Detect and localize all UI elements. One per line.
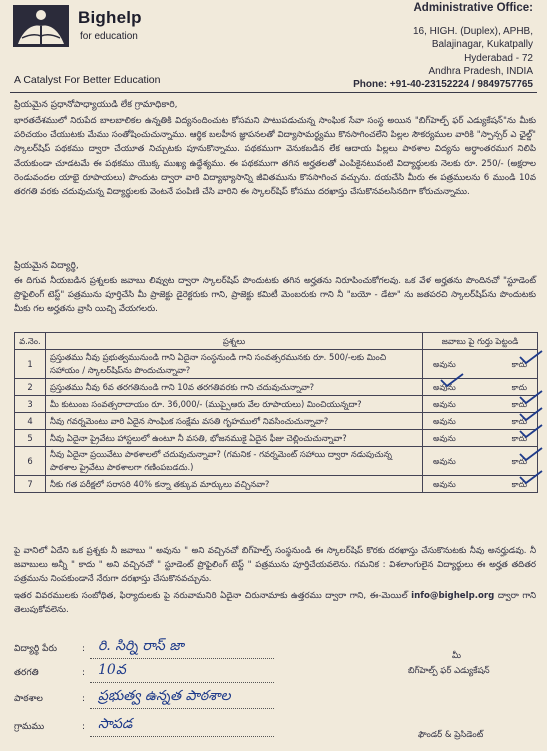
- table-row: [15, 447, 538, 476]
- field-label: తరగతి: [14, 668, 39, 678]
- option-yes[interactable]: [433, 432, 456, 445]
- student-name-field[interactable]: [14, 640, 274, 660]
- option-label: అవును: [433, 433, 456, 443]
- field-underline: [90, 708, 274, 709]
- table-row: [15, 379, 538, 396]
- option-label: కాదు: [511, 416, 527, 426]
- option-yes[interactable]: [433, 398, 456, 411]
- question-text: మీ కుటుంబ సంవత్సరాదాయం రూ. 36,000/- (ముప్పైఆరు వేల రూపాయలు) మించియున్నదా?: [46, 396, 423, 413]
- col-number-header: వ.నెం.: [15, 333, 46, 350]
- village-field[interactable]: [14, 718, 274, 738]
- brand-subtitle: for education: [80, 31, 138, 42]
- option-no[interactable]: [512, 455, 527, 468]
- salutation: ప్రియమైన ప్రధానోపాధ్యాయుడి లేక గ్రామాధికారి,: [14, 100, 178, 110]
- field-underline: [90, 736, 274, 737]
- field-label: విద్యార్థి పేరు: [14, 644, 57, 654]
- question-text: ప్రస్తుతము నీవు 6వ తరగతినుండి గాని 10వ తరగతివరకు గాని చదువుచున్నావా?: [46, 379, 423, 396]
- signature-title: ఫౌండర్ & ప్రెసిడెంట్: [418, 730, 484, 740]
- option-label: అవును: [433, 456, 456, 466]
- option-label: అవును: [433, 399, 456, 409]
- option-label: కాదు: [511, 399, 527, 409]
- handwritten-value: సాపడ: [98, 716, 133, 732]
- col-question-header: ప్రశ్నలు: [46, 333, 423, 350]
- option-label: అవును: [433, 359, 456, 369]
- check-mark-icon: [518, 469, 544, 485]
- table-row: [15, 396, 538, 413]
- option-yes[interactable]: [433, 381, 456, 394]
- eligibility-table: [14, 332, 538, 493]
- option-label: కాదు: [511, 479, 527, 489]
- question-text: నీవు ఏదైనా ప్రైవేటు హాస్టలులో ఉంటూ నీ వసతి, భోజనముకై ఏదైన ఫీజు చెల్లించుచున్నావా?: [46, 430, 423, 447]
- option-label: కాదు: [511, 456, 527, 466]
- question-number: 3: [15, 396, 46, 413]
- brand-name: Bighelp: [78, 8, 142, 27]
- option-no[interactable]: [512, 478, 527, 491]
- option-label: అవును: [433, 416, 456, 426]
- check-mark-icon: [518, 446, 544, 462]
- answer-cell: [423, 430, 538, 447]
- field-colon: :: [82, 722, 86, 732]
- question-number: 6: [15, 447, 46, 476]
- check-mark-icon: [439, 372, 465, 388]
- header-divider: [10, 92, 537, 93]
- office-title: Administrative Office:: [413, 2, 533, 14]
- address-line: Balajinagar, Kukatpally: [431, 39, 533, 51]
- option-yes[interactable]: [433, 358, 456, 371]
- address-line: 16, HIGH. (Duplex), APHB,: [412, 26, 533, 38]
- field-colon: :: [82, 668, 86, 678]
- field-label: గ్రామము: [14, 722, 45, 732]
- option-label: అవును: [433, 479, 456, 489]
- option-yes[interactable]: [433, 455, 456, 468]
- option-no[interactable]: [512, 432, 527, 445]
- address-line: Andhra Pradesh, INDIA: [428, 65, 533, 77]
- answer-options: [427, 432, 533, 445]
- check-mark-icon: [518, 406, 544, 422]
- field-underline: [90, 658, 274, 659]
- phone-line: Phone: +91-40-23152224 / 9849757765: [353, 79, 533, 91]
- contact-suffix: ద్వారా గాని తెలుపుకోవలెను.: [14, 591, 537, 616]
- question-text: ప్రస్తుతము నీవు ప్రభుత్వమునుండి గాని ఏదైనా సంస్థనుండి గాని సంవత్సరమునకు రూ. 500/-లకు మించి సహాయం / స్కాలర్‌షిప్‌ను పొందుచున్నావా?: [46, 350, 423, 379]
- handwritten-value: రి. సిర్ని రాస్ జా: [98, 638, 184, 654]
- table-row: [15, 430, 538, 447]
- signature-greeting: మీ: [452, 651, 461, 661]
- answer-cell: [423, 476, 538, 493]
- question-text: నీవు ఏదైనా ప్రయివేటు పాఠశాలలో చదువుచున్నావా? (గమనిక - గవర్నమెంట్ సహాయి ద్వారా నడుపుచున్న పాఠశాల ప్రైవేటు పాఠశాలగా గణింపబడదు.): [46, 447, 423, 476]
- option-label: అవును: [433, 382, 456, 392]
- table-header-row: [15, 333, 538, 350]
- answer-options: [427, 358, 533, 371]
- option-yes[interactable]: [433, 415, 456, 428]
- field-colon: :: [82, 694, 86, 704]
- question-number: 2: [15, 379, 46, 396]
- field-label: పాఠశాల: [14, 694, 43, 704]
- field-underline: [90, 682, 274, 683]
- question-number: 4: [15, 413, 46, 430]
- question-number: 5: [15, 430, 46, 447]
- answer-options: [427, 478, 533, 491]
- office-address: [333, 2, 533, 91]
- handwritten-value: 10వ: [98, 662, 126, 678]
- contact-email[interactable]: info@bighelp.org: [411, 591, 495, 601]
- question-text: నీవు గవర్నమెంటు వారి ఏదైన సాంఘిక సంక్షేమ వసతి గృహములో నివసించుచున్నావా?: [46, 413, 423, 430]
- address-line: Hyderabad - 72: [464, 52, 533, 64]
- class-field[interactable]: [14, 664, 274, 684]
- field-colon: :: [82, 644, 86, 654]
- option-label: కాదు: [511, 359, 527, 369]
- check-mark-icon: [518, 423, 544, 439]
- option-no[interactable]: [512, 358, 527, 371]
- answer-options: [427, 455, 533, 468]
- table-row: [15, 476, 538, 493]
- bighelp-logo-icon: [12, 4, 70, 48]
- question-number: 7: [15, 476, 46, 493]
- col-answer-header: జవాబు పై గుర్తు పెట్టండి: [423, 333, 538, 350]
- eligibility-note: పై వానిలో ఏదేని ఒక ప్రశ్నకు నీ జవాబు " అవును " అని వచ్చినచో బిగ్‌హెల్ప్ సంస్థనుండి ఈ స్కాలర్‌షిప్ కొరకు దరఖాస్తు చేసుకొనుటకు నీవు అనర్హుడవు. నీ జవాబులు అన్నీ " కాదు " అని వచ్చినచో " స్టూడెంట్ ప్రొఫైలింగ్ టెస్ట్ " పత్రమును పూర్తిచేయవలెను. గమనిక : విశలాంగులైన విద్యార్థులు ఈ అర్హత తదితర పత్రమును నింపకుండానే నేరుగా దరఖాస్తు చేసుకొనవచ్చును.: [14, 546, 536, 585]
- instruction-paragraph: ఈ దిగువ నీయబడిన ప్రశ్నలకు జవాబు లివ్వుట ద్వారా స్కాలర్‌షిప్ పొందుటకు తగిన అర్హతను నిరూపించుకోగలవు. ఒక వేళ అర్హతను పొందినచో "స్టూడెంట్ ప్రొఫైలింగ్ టెస్ట్" పత్రమును పూర్తిచేసి మీ ప్రాజెక్టు డైరెక్టరుకు గాని, ప్రాజెక్టు కమిటీ మెంబరుకు గాని నీ "బయో - డేటా" ను జతపరచి స్కాలర్‌షిప్‌ను పొందుటకు మీకు గల అర్హతను వ్రాసి యిచ్చి వేయగలరు.: [14, 276, 536, 315]
- handwritten-value: ప్రభుత్వ ఉన్నత పాఠశాల: [98, 688, 231, 704]
- contact-text: ఇతర వివరములకు సంబోధిత, ఫిర్యాదులకు పై నరువామనిరి ఏదైనా చిరునామాకు ఉత్తరము ద్వారా గాని, ఈ-మెయిల్: [14, 591, 408, 601]
- question-number: 1: [15, 350, 46, 379]
- check-mark-icon: [518, 389, 544, 405]
- tagline: A Catalyst For Better Education: [14, 74, 161, 86]
- school-field[interactable]: [14, 690, 274, 710]
- option-yes[interactable]: [433, 478, 456, 491]
- signature-org: బిగ్‌హెల్ప్ ఫర్ ఎడ్యుకేషన్: [408, 666, 490, 676]
- option-label: కాదు: [511, 433, 527, 443]
- student-salutation: ప్రియమైన విద్యార్థి,: [14, 261, 79, 271]
- option-label: కాదు: [511, 382, 527, 392]
- intro-paragraph: భారతదేశములో నిరుపేద బాలబాలికల ఉన్నతికి విద్యనందించుట కోసమని పాటుపడుచున్న సాంఘిక సేవా సంస్థ అయిన "బిగ్‌హెల్ప్ ఫర్ ఎడ్యుకేషన్"ను మీకు పరిచయం చేయుటకు మేము సంతోషించుచున్నాము. ఆర్థిక బలహీన జ్ఞాపనలతో విద్యాసామర్థ్యము కొనసాగించలేని పిల్లల సౌకర్యముల వారికి "స్పాన్సర్ ఎ ఛైల్డ్" స్కాలర్‌షిప్ పథకము ద్వారా చేయూత నిచ్చుటకు పూనుకొన్నాము. పథకముగా వెనుకబడిన లేక ఆదాయ పిల్లలు పాఠశాల విద్యను అర్ధాంతరముగ నిలిపి వేయకుండా చూడటమే ఈ పథకము యొక్క ముఖ్య ఉద్దేశ్యము. ఈ పథకముగా తగిన అర్హతలతో ఎంపికైనటువంటి విద్యార్థులకు నెలకు రూ. 250/- (అక్షరాల రెండువందల యాభై రూపాయలు) పొందుట ద్వారా వారి విద్యాభ్యాసాన్ని జీవితమును కొనసాగించ వచ్చును. దయచేసి మీరు ఈ పత్రములను 6 ముండి 10వ తరగతి వరకు చదువుచున్న విద్యార్థులకు వెంటనే పంపిణి చేసి వారిని ఈ స్కాలర్‌షిప్ కోసము దరఖాస్తు చేసుకొనవలసినదిగా కోరుచున్నాము.: [14, 116, 536, 198]
- contact-note: [14, 589, 536, 617]
- table-row: [15, 413, 538, 430]
- question-text: నీకు గత పరీక్షలో సరాసరి 40% కన్నా తక్కువ మార్కులు వచ్చినవా?: [46, 476, 423, 493]
- check-mark-icon: [518, 349, 544, 365]
